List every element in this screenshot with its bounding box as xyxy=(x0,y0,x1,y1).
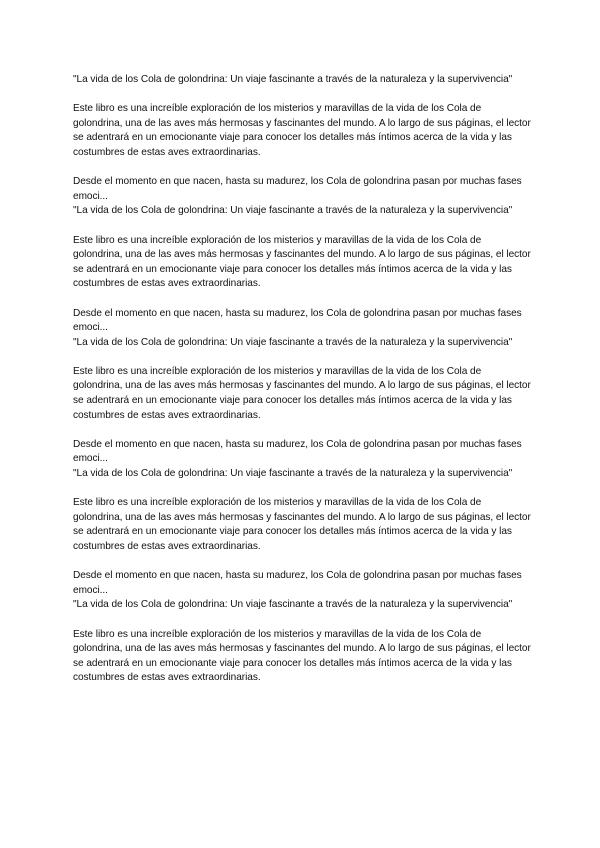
text-block xyxy=(73,467,533,598)
text-block xyxy=(73,598,533,686)
text-block xyxy=(73,73,533,204)
book-title: "La vida de los Cola de golondrina: Un viaje fascinante a través de la naturaleza y la supervivencia" xyxy=(73,205,513,217)
truncated-paragraph: Desde el momento en que nacen, hasta su madurez, los Cola de golondrina pasan por muchas fases emoci... xyxy=(73,307,522,334)
book-description: Este libro es una increíble exploración de los misterios y maravillas de la vida de los Cola de golondrina, una de las aves más hermosas y fascinantes del mundo. A lo largo de sus páginas, el lector se adentrará en un emocionante viaje para conocer los detalles más íntimos acerca de la vida y las costumbres de estas aves extraordinarias. xyxy=(73,365,531,421)
truncated-paragraph: Desde el momento en que nacen, hasta su madurez, los Cola de golondrina pasan por muchas fases emoci... xyxy=(73,176,522,202)
book-description: Este libro es una increíble exploración de los misterios y maravillas de la vida de los Cola de golondrina, una de las aves más hermosas y fascinantes del mundo. A lo largo de sus páginas, el lector se adentrará en un emocionante viaje para conocer los detalles más íntimos acerca de la vida y las costumbres de estas aves extraordinarias. xyxy=(73,234,531,290)
text-block xyxy=(73,336,533,467)
truncated-paragraph: Desde el momento en que nacen, hasta su madurez, los Cola de golondrina pasan por muchas fases emoci... xyxy=(73,438,522,465)
document-page xyxy=(73,73,533,701)
book-title: "La vida de los Cola de golondrina: Un viaje fascinante a través de la naturaleza y la supervivencia" xyxy=(73,468,513,480)
truncated-paragraph: Desde el momento en que nacen, hasta su madurez, los Cola de golondrina pasan por muchas fases emoci... xyxy=(73,570,522,596)
book-title: "La vida de los Cola de golondrina: Un viaje fascinante a través de la naturaleza y la supervivencia" xyxy=(73,336,513,348)
book-description: Este libro es una increíble exploración de los misterios y maravillas de la vida de los Cola de golondrina, una de las aves más hermosas y fascinantes del mundo. A lo largo de sus páginas, el lector se adentrará en un emocionante viaje para conocer los detalles más íntimos acerca de la vida y las costumbres de estas aves extraordinarias. xyxy=(73,628,531,684)
book-description: Este libro es una increíble exploración de los misterios y maravillas de la vida de los Cola de golondrina, una de las aves más hermosas y fascinantes del mundo. A lo largo de sus páginas, el lector se adentrará en un emocionante viaje para conocer los detalles más íntimos acerca de la vida y las costumbres de estas aves extraordinarias. xyxy=(73,497,531,552)
book-title: "La vida de los Cola de golondrina: Un viaje fascinante a través de la naturaleza y la supervivencia" xyxy=(73,599,513,611)
book-description: Este libro es una increíble exploración de los misterios y maravillas de la vida de los Cola de golondrina, una de las aves más hermosas y fascinantes del mundo. A lo largo de sus páginas, el lector se adentrará en un emocionante viaje para conocer los detalles más íntimos acerca de la vida y las costumbres de estas aves extraordinarias. xyxy=(73,103,531,158)
text-block xyxy=(73,204,533,335)
book-title: "La vida de los Cola de golondrina: Un viaje fascinante a través de la naturaleza y la supervivencia" xyxy=(73,74,513,85)
